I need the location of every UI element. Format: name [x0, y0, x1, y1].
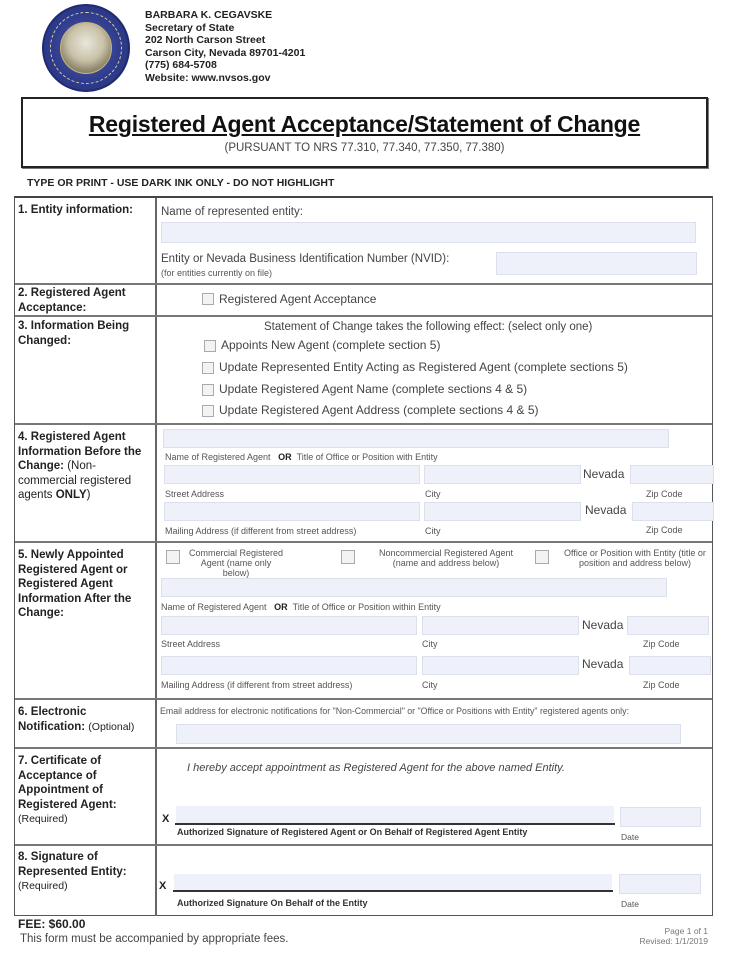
section-4-label-title: 4. Registered Agent Information Before the Change:: [18, 431, 142, 473]
section-2-label: 2. Registered Agent Acceptance:: [18, 287, 126, 314]
name-caption-a: Name of Registered Agent: [161, 602, 267, 612]
before-mailing-zip-caption: Zip Code: [646, 525, 683, 535]
title-box: [21, 97, 708, 168]
section-2-registered-agent-acceptance: [15, 285, 712, 317]
divider: [155, 317, 157, 423]
name-caption-a: Name of Registered Agent: [165, 452, 271, 462]
name-caption-b: Title of Office or Position with Entity: [296, 452, 438, 462]
agent-date-caption: Date: [621, 832, 639, 842]
sos-name: BARBARA K. CEGAVSKE: [145, 9, 273, 21]
section-7-label-title: 7. Certificate of Acceptance of Appointment of Registered Agent:: [18, 755, 117, 811]
office-position-checkbox[interactable]: [535, 550, 549, 564]
commercial-agent-checkbox[interactable]: [166, 550, 180, 564]
divider: [155, 700, 157, 747]
section-7-label-note: (Required): [18, 813, 68, 826]
before-mailing-address-field[interactable]: [164, 502, 420, 521]
after-mailing-city-caption: City: [422, 680, 438, 690]
before-street-state: Nevada: [583, 467, 625, 481]
commercial-agent-label: Commercial Registered Agent (name only below): [188, 548, 284, 578]
option-update-represented-entity-checkbox[interactable]: [202, 362, 214, 374]
after-agent-name-field[interactable]: [161, 578, 667, 597]
form-table: [14, 196, 713, 916]
after-street-address-caption: Street Address: [161, 639, 221, 649]
before-mailing-city-field[interactable]: [424, 502, 581, 521]
nvid-label: Entity or Nevada Business Identification Number (NVID):: [161, 253, 450, 265]
form-title: Registered Agent Acceptance/Statement of Change: [88, 111, 641, 137]
after-street-city-field[interactable]: [422, 616, 579, 635]
signature-x-mark: X: [162, 813, 170, 825]
option-appoints-new-agent-checkbox[interactable]: [204, 340, 216, 352]
divider: [155, 198, 157, 283]
entity-signature-field[interactable]: [174, 874, 612, 890]
fee-note: This form must be accompanied by appropriate fees.: [20, 933, 289, 945]
office-position-label: Office or Position with Entity (title or position and address below): [564, 548, 706, 568]
nevada-state-seal-icon: [42, 4, 130, 92]
noncommercial-agent-label: Noncommercial Registered Agent (name and address below): [378, 548, 514, 568]
agent-signature-line: [175, 823, 615, 825]
before-mailing-state: Nevada: [585, 503, 627, 517]
entity-name-field[interactable]: [161, 222, 696, 243]
section-4-label-note: (Non-commercial registered agents: [18, 460, 132, 502]
section-7-label: [18, 754, 153, 827]
nvid-field[interactable]: [496, 252, 697, 275]
page-number: Page 1 of 1: [664, 926, 708, 936]
entity-signature-date-field[interactable]: [619, 874, 701, 894]
section-7-certificate-of-acceptance: [15, 749, 712, 846]
before-mailing-zip-field[interactable]: [632, 502, 714, 521]
page-info: [639, 926, 708, 946]
section-6-label-note: (Optional): [88, 720, 135, 733]
before-street-address-caption: Street Address: [165, 489, 225, 499]
section-4-label-only: ONLY: [55, 489, 87, 502]
email-caption: Email address for electronic notifications for "Non-Commercial" or "Office or Positions with Entity" registered agents only:: [160, 706, 629, 716]
after-mailing-address-field[interactable]: [161, 656, 417, 675]
section-5-agent-info-after-change: [15, 543, 712, 700]
after-street-city-caption: City: [422, 639, 438, 649]
section-3-label: 3. Information Being Changed:: [18, 320, 130, 347]
acceptance-statement: I hereby accept appointment as Registered Agent for the above named Entity.: [187, 762, 565, 774]
section-8-label: [18, 850, 153, 894]
after-mailing-city-field[interactable]: [422, 656, 579, 675]
form-subtitle: (PURSUANT TO NRS 77.310, 77.340, 77.350, 77.380): [224, 142, 505, 154]
section-8-label-title: 8. Signature of Represented Entity:: [18, 851, 127, 878]
fee-amount: FEE: $60.00: [18, 917, 86, 931]
before-mailing-city-caption: City: [425, 526, 441, 536]
sos-city: Carson City, Nevada 89701-4201: [145, 46, 306, 59]
divider: [155, 285, 157, 315]
secretary-of-state-info: [145, 9, 305, 85]
section-1-entity-information: [15, 198, 712, 285]
section-8-label-note: (Required): [18, 880, 68, 893]
option-update-agent-name-label: Update Registered Agent Name (complete sections 4 & 5): [219, 382, 528, 396]
sos-phone: (775) 684-5708: [145, 59, 217, 72]
section-6-label-title: 6. Electronic Notification:: [18, 706, 87, 733]
after-mailing-address-caption: Mailing Address (if different from street address): [161, 680, 353, 690]
sos-website: Website: www.nvsos.gov: [145, 71, 271, 84]
registered-agent-acceptance-checkbox[interactable]: [202, 293, 214, 305]
before-street-city-caption: City: [425, 489, 441, 499]
before-agent-name-field[interactable]: [163, 429, 669, 448]
entity-name-label: Name of represented entity:: [161, 206, 303, 218]
divider: [155, 425, 157, 541]
email-notification-field[interactable]: [176, 724, 681, 744]
after-street-zip-field[interactable]: [627, 616, 709, 635]
before-street-zip-caption: Zip Code: [646, 489, 683, 499]
entity-signature-caption: Authorized Signature On Behalf of the Entity: [177, 898, 368, 908]
or-label: OR: [274, 602, 288, 612]
before-street-zip-field[interactable]: [630, 465, 714, 484]
or-label: OR: [278, 452, 292, 462]
section-4-label-close: ): [86, 489, 91, 502]
after-mailing-zip-caption: Zip Code: [643, 680, 680, 690]
entity-date-caption: Date: [621, 899, 639, 909]
option-update-agent-name-checkbox[interactable]: [202, 384, 214, 396]
section-6-label: [18, 705, 153, 734]
ink-instruction: TYPE OR PRINT - USE DARK INK ONLY - DO NOT HIGHLIGHT: [27, 177, 335, 189]
after-street-zip-caption: Zip Code: [643, 639, 680, 649]
statement-of-change-intro: Statement of Change takes the following effect: (select only one): [264, 321, 593, 333]
option-update-agent-address-label: Update Registered Agent Address (complete sections 4 & 5): [219, 403, 539, 417]
after-street-address-field[interactable]: [161, 616, 417, 635]
section-4-label: [18, 430, 153, 503]
agent-signature-field[interactable]: [176, 806, 614, 823]
before-mailing-address-caption: Mailing Address (if different from street address): [165, 526, 357, 536]
seal-center: [60, 22, 112, 74]
after-mailing-state: Nevada: [582, 657, 624, 671]
entity-signature-line: [173, 890, 613, 892]
before-agent-name-caption: [165, 452, 438, 462]
section-1-label: 1. Entity information:: [18, 204, 133, 216]
sos-street: 202 North Carson Street: [145, 34, 266, 47]
agent-signature-date-field[interactable]: [620, 807, 701, 827]
before-street-address-field[interactable]: [164, 465, 420, 484]
entity-signature-x-mark: X: [159, 880, 167, 892]
after-mailing-zip-field[interactable]: [629, 656, 711, 675]
section-5-label: 5. Newly Appointed Registered Agent or Registered Agent Information After the Change:: [18, 549, 132, 620]
option-appoints-new-agent-label: Appoints New Agent (complete section 5): [221, 338, 441, 352]
sos-title: Secretary of State: [145, 21, 235, 34]
section-4-agent-info-before-change: [15, 425, 712, 543]
option-update-agent-address-checkbox[interactable]: [202, 405, 214, 417]
section-8-signature-of-represented-entity: [15, 846, 712, 916]
option-update-represented-entity-label: Update Represented Entity Acting as Registered Agent (complete sections 5): [219, 360, 628, 374]
name-caption-b: Title of Office or Position within Entity: [292, 602, 441, 612]
after-agent-name-caption: [161, 602, 441, 612]
divider: [155, 543, 157, 698]
divider: [155, 846, 157, 916]
noncommercial-agent-checkbox[interactable]: [341, 550, 355, 564]
agent-signature-caption: Authorized Signature of Registered Agent or On Behalf of Registered Agent Entity: [177, 827, 528, 837]
section-6-electronic-notification: [15, 700, 712, 749]
before-street-city-field[interactable]: [424, 465, 581, 484]
after-street-state: Nevada: [582, 618, 624, 632]
registered-agent-acceptance-label: Registered Agent Acceptance: [219, 292, 377, 306]
revised-date: Revised: 1/1/2019: [639, 936, 708, 946]
section-3-information-being-changed: [15, 317, 712, 425]
divider: [155, 749, 157, 844]
nvid-note: (for entities currently on file): [161, 268, 273, 278]
